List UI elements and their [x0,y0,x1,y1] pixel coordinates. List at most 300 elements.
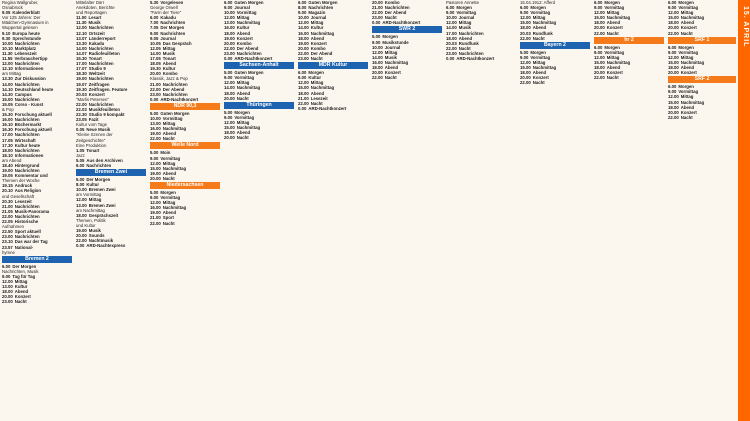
program-time: 18.40 [2,163,13,168]
program-title: Nachrichten [14,132,40,138]
program-title: Tag für Tag [12,273,36,279]
program-time: 0.00 [76,243,85,249]
program-time: 10.00 [150,115,161,121]
program-title: Nacht [680,114,693,120]
program-time: 12.00 [520,59,531,65]
program-title: Vormittag [530,54,551,60]
program-title: Nachmittag [532,65,557,71]
program-time: 19.15 [2,183,13,189]
program-time: 14.07 [76,50,87,56]
program-title: Mittag [236,15,250,21]
program-title: Musikfeuilleton [88,106,121,112]
program-title: Nacht [162,175,175,181]
program-title: Tonart [86,147,100,153]
program-title: Vormittag [234,75,255,81]
station-header: MDR Kultur [298,62,368,69]
program-title: Hintergrund [14,163,40,168]
program-time: 19.30 [76,86,87,92]
program-title: Guten Morgen [234,70,264,76]
program-title: Musik [384,54,397,60]
program-title: Nacht [606,75,619,81]
program-title: Der Abend [236,45,259,51]
program-title: Vormittag [604,5,625,11]
program-title: ARD-Nachtkonzert [160,96,199,102]
program-title: Morgen [308,70,324,76]
program-time: 23.00 [2,299,13,305]
program-title: Nachrichten [14,117,40,123]
program-title: Morgen [678,44,694,50]
program-time: 18.00 [76,212,87,218]
program-time: 18.00 [224,30,235,36]
program-title: Nachmittag [236,85,261,91]
program-time: 18.00 [668,104,679,110]
station-header: hr 2 [594,37,664,44]
program-title: Deutschland heute [14,86,54,92]
program-title: Anekdoten, Berichte [76,5,115,11]
program-time: 12.00 [298,80,309,86]
program-time: 19.00 [150,170,161,176]
program-title: Der Abend [384,10,407,16]
program-title: Magazin [308,10,326,16]
program-time: 13.07 [76,35,87,41]
program-time: 12.00 [594,10,605,16]
program-title: Aufnahmen [2,224,24,230]
program-title: Vormittag [160,195,181,201]
program-title: Vormittag [160,155,181,161]
column [148,0,222,421]
column [370,0,444,421]
program-title: Nachrichten [14,234,40,240]
program-title: Morgen [604,0,620,5]
program-time: 5.00 [76,177,85,183]
program-time: 21.00 [150,81,161,87]
program-time: 14.30 [2,91,13,97]
program-title: Zur Diskussion [14,76,46,82]
program-time: 22.00 [298,50,309,56]
program-time: 17.07 [76,66,87,72]
program-title: Journal [160,35,176,41]
program-title: Mittag [162,45,176,51]
program-time: 15.00 [298,85,309,91]
program-title: am Mittag [2,71,21,77]
program-time: 19.00 [150,210,161,216]
program-time: 18.00 [668,65,679,71]
program-title: Mittag [680,10,694,16]
program-title: Morgen [530,5,546,11]
program-title: Ortszeit [88,30,105,36]
program-title: Abend [310,35,325,41]
program-time: 11.00 [76,15,87,21]
program-entry [594,75,664,80]
program-title: Guten Morgen [308,0,338,5]
program-time: 22.50 [2,229,13,235]
program-title: Tonart [162,56,176,62]
program-time: 18.00 [372,65,383,71]
program-time: 14.00 [224,85,235,91]
program-title: Informationen [14,152,44,158]
program-time: 21.05 [2,208,13,214]
date-side-bar [738,0,750,421]
program-time: 20.00 [668,25,679,31]
program-title: Lesezeit [14,198,32,204]
program-title: Guten Morgen [234,0,264,5]
program-title: Abend [384,65,399,71]
program-title: Pastoren Annette [446,0,479,5]
program-time: 18.05 [150,61,161,67]
program-title: Mittag [162,121,176,127]
program-entry [298,56,368,61]
program-title: Musik-Panorama [14,208,50,214]
program-title: "Kleine Szenen der [76,132,113,138]
program-time: 5.00 [150,110,159,116]
program-time: 21.00 [2,203,13,209]
program-time: 23.00 [298,56,309,62]
program-time: 18.30 [76,71,87,77]
program-title: Musikstunde [382,39,409,45]
program-title: am Vormittag [76,192,102,198]
program-time: 12.00 [150,160,161,166]
program-title: Andruck [14,183,33,189]
program-time: 22.00 [298,100,309,106]
program-time: 18.00 [2,289,13,295]
program-title: Aus den Archiven [86,157,123,163]
program-time: 22.00 [2,213,13,219]
program-time: 9.00 [520,10,529,16]
program-time: 14.00 [298,25,309,31]
program-time: 15.00 [668,59,679,65]
program-title: Abend [162,170,177,176]
program-time: 15.00 [520,65,531,71]
program-entry [2,299,72,304]
program-title: Europa heute [12,30,40,36]
program-time: 22.00 [372,75,383,81]
program-title: Der Morgen [160,25,185,31]
program-time: 10.05 [150,40,161,46]
program-time: 17.00 [76,61,87,67]
station-header: Welle Nord [150,142,220,149]
program-time: 23.00 [150,91,161,97]
program-entry [150,136,220,141]
program-title: Nachmittag [680,59,705,65]
program-title: Rundfunk [532,30,553,36]
program-time: 10.00 [2,40,13,46]
program-title: Gesprächszeit [88,212,119,218]
program-time: 16.00 [2,117,13,123]
program-title: ARD-Nachtkonzert [382,20,421,26]
program-time: 20.03 [76,91,87,97]
program-time: 19.05 [2,173,13,179]
program-title: Vormittag [604,49,625,55]
program-title: Jazz [76,152,85,158]
program-time: 10.00 [76,187,87,193]
program-time: 23.05 [76,117,87,123]
program-title: Lesart [88,15,102,21]
program-time: 18.10 [2,152,13,158]
program-title: Forschung aktuell [14,127,52,133]
program-title: Aus Religion [14,188,42,194]
program-entry [372,75,442,80]
program-title: Konzert [310,40,327,46]
program-time: 12.00 [224,15,235,21]
program-time: 9.00 [668,49,677,55]
program-title: Journal [234,5,250,11]
program-time: 6.00 [150,15,159,21]
program-title: Abend [310,90,325,96]
program-time: 12.00 [668,54,679,60]
program-title: Nachmittag [606,59,631,65]
program-title: Nachmittag [680,99,705,105]
program-time: 20.00 [594,70,605,76]
program-title: Kombo [236,40,252,46]
program-time: 5.00 [224,109,233,115]
program-time: 15.00 [594,15,605,21]
program-title: Rundfunk [458,40,479,46]
program-time: 20.00 [594,25,605,31]
program-title: Kakadu [160,15,176,21]
program-title: Journal [384,44,401,50]
program-title: Musik [458,25,471,31]
program-title: George Orwell [150,5,178,11]
program-time: 5.05 [76,157,85,163]
program-title: Kombo [310,45,326,51]
program-time: 17.30 [2,142,13,148]
program-time: 18.00 [594,65,605,71]
program-entry [150,176,220,181]
program-time: 15.00 [150,165,161,171]
program-time: 22.00 [224,45,235,51]
program-title: Weltzeit [88,71,105,77]
program-title: Nachmittag [162,126,187,132]
program-title: Konzert [606,25,623,31]
program-title: ARD-Nachtkonzert [308,105,347,111]
program-title: Eine Produktion [76,142,107,148]
program-time: 11.30 [76,20,87,26]
program-title: Morgen [382,34,398,40]
program-time: 9.00 [2,273,11,279]
program-time: 6.00 [668,44,677,50]
program-title: Konzert [680,70,697,76]
program-title: Das Gespräch [162,40,192,46]
program-title: Mittag [14,278,28,284]
program-title: Nacht [458,45,471,51]
program-time: 18.00 [520,70,531,76]
program-title: Wuppertal gelesen [2,25,38,31]
program-title: Sprechstunde [12,35,42,41]
program-time: 23.10 [2,239,13,245]
program-title: Der Morgen [12,263,37,269]
program-title: Mittag [162,160,176,166]
program-time: 18.00 [2,147,13,153]
program-title: und Gesellschaft [2,193,35,199]
program-title: Osnabrück [2,5,23,11]
program-title: Nacht [162,220,175,226]
program-time: 20.00 [372,0,383,5]
station-header: SRF 2 [668,76,736,83]
program-time: 6.00 [520,5,529,11]
program-time: 20.00 [224,135,235,141]
column [666,0,738,421]
program-time: 10.00 [372,44,383,50]
program-time: 22.00 [372,10,383,16]
program-title: Nachmittag [310,85,335,91]
program-title: Journal [310,15,327,21]
program-title: Radiofeuilleton [88,50,120,56]
column [518,0,592,421]
program-title: Nachrichten [14,96,40,102]
program-title: Nachmittag [236,20,261,26]
program-title: Vormittag [456,10,477,16]
program-title: Guten Morgen [160,110,190,116]
program-time: 12.10 [2,66,13,72]
program-time: 22.00 [520,35,531,41]
program-title: Mittag [680,94,694,100]
station-header: SRF 1 [668,37,736,44]
program-title: Musik [88,20,101,26]
program-time: 0.00 [446,56,455,62]
program-title: National- [14,244,34,250]
program-time: 15.00 [668,99,679,105]
program-time: 13.30 [76,40,87,46]
program-title: Nacht [532,80,545,86]
program-time: 16.30 [2,127,13,133]
program-time: 16.00 [224,25,235,31]
program-time: 20.00 [150,175,161,181]
program-title: Konzert [88,91,105,97]
program-title: Abend [236,30,251,36]
program-time: 8.00 [298,5,307,11]
program-title: Tonart [88,56,102,62]
program-entry [520,80,590,85]
program-time: 10.00 [224,10,235,16]
program-title: Abend [532,25,547,31]
program-title: Klassik, Jazz & Pop [150,76,188,82]
program-time: 9.00 [372,39,381,45]
program-title: Vormittag [678,5,699,11]
program-time: 19.07 [76,81,87,87]
program-title: Nacht [384,75,397,81]
program-time: 20.03 [446,40,457,46]
program-title: Neue Musik [86,127,111,133]
program-time: 5.30 [150,0,159,5]
program-time: 15.00 [594,59,605,65]
program-title: Der Abend [310,50,333,56]
station-header: Thüringen [224,102,294,109]
program-time: 22.30 [76,112,87,118]
program-title: und Reportagen [76,10,107,16]
program-title: Abend [680,104,695,110]
program-time: 22.00 [76,101,87,107]
program-title: Musik [88,228,101,234]
program-entry [224,135,294,140]
program-title: Mittelalter Dürr [76,0,105,5]
program-title: Kakadu [88,40,105,46]
program-title: Büchermarkt [14,122,42,128]
program-title: Nachrichten [88,25,114,31]
program-time: 9.30 [2,35,11,41]
program-entry [224,56,294,61]
program-time: 1.05 [76,147,85,153]
program-time: 9.00 [150,30,159,36]
program-title: Nachrichten [162,91,188,97]
program-title: Abend [162,61,177,67]
program-title: Der Abend [162,86,185,92]
program-title: Lesezeit [310,95,328,101]
program-title: Nacht [14,299,27,305]
program-time: 11.30 [2,50,13,56]
program-title: Bremen Zwei [88,187,116,193]
program-title: Abend [680,20,695,26]
station-header: Bremen 2 [2,256,72,263]
program-time: 20.30 [2,198,13,204]
program-time: 13.00 [224,20,235,26]
program-title: Abend [680,65,695,71]
program-title: Moin [160,150,171,156]
program-time: 12.00 [668,94,679,100]
station-header: Bremen Zwei [76,169,146,176]
program-title: Nachmittag [532,20,557,26]
program-title: Nachrichten [458,50,484,56]
program-title: Abend [236,130,251,136]
program-title: Sounds [88,233,105,239]
program-title: am Abend [2,157,22,163]
program-time: 21.00 [372,5,383,11]
program-title: Vorgelesen [160,0,184,5]
program-time: 13.00 [76,202,87,208]
program-title: 15.04.1912: Afferd [520,0,556,5]
program-title: Nacht [606,30,619,36]
program-time: 19.00 [298,40,309,46]
program-time: 18.00 [594,20,605,26]
program-time: 23.00 [224,50,235,56]
program-title: Sport aktuell [14,229,41,235]
program-title: Nachmittag [162,205,187,211]
program-time: 6.00 [2,263,11,269]
program-title: Nachmittag [236,124,261,130]
program-time: 15.05 [2,101,13,107]
program-time: 9.10 [2,30,11,36]
program-title: Vormittag [678,49,699,55]
program-time: 15.30 [76,56,87,62]
program-time: 22.00 [446,45,457,51]
program-time: 9.00 [668,5,677,11]
program-time: 22.00 [594,75,605,81]
program-time: 22.00 [668,114,679,120]
program-title: "Farm der Tiere" [150,10,182,16]
program-time: 15.00 [668,15,679,21]
station-header: Bayern 2 [520,42,590,49]
program-time: 22.00 [150,86,161,92]
program-time: 14.00 [446,25,457,31]
program-time: 12.05 [150,45,161,51]
program-time: 12.00 [224,119,235,125]
program-title: Nachmittag [680,15,705,21]
program-title: Themen, Politik [76,217,106,223]
program-time: 19.00 [76,76,87,82]
program-time: 22.00 [520,80,531,86]
program-title: Mädchen-Gymnasium in [2,20,49,26]
program-time: 9.00 [298,10,307,16]
program-time: 9.00 [668,89,677,95]
program-title: Konzert [236,35,253,41]
program-title: Mittag [532,59,546,65]
program-time: 15.00 [520,20,531,26]
program-time: 9.00 [224,114,233,120]
program-title: Abend [606,65,621,71]
program-title: Marktplatz [14,45,37,51]
program-time: 22.00 [150,136,161,142]
program-time: 17.05 [150,56,161,62]
program-title: Historische [14,219,39,225]
